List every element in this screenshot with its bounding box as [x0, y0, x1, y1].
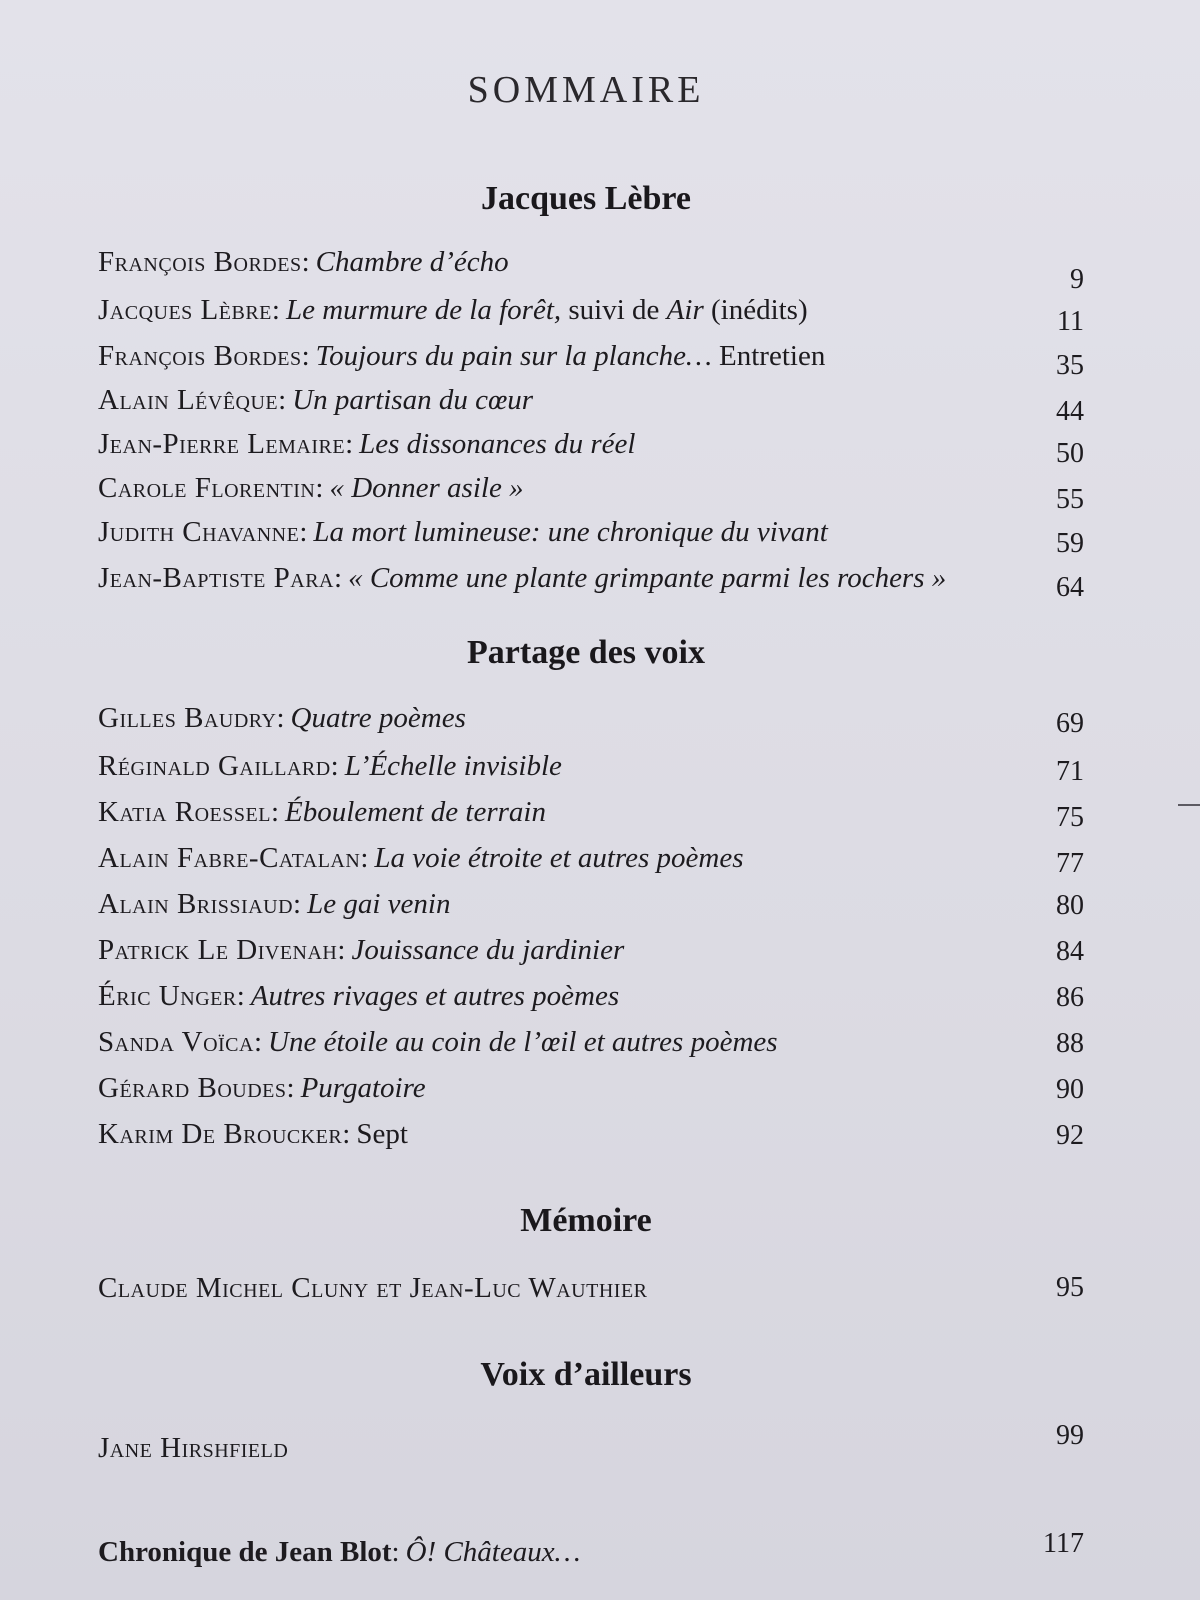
toc-entry: Éric Unger: Autres rivages et autres poèmes [98, 980, 620, 1012]
entry-page-number: 92 [1056, 1120, 1084, 1151]
page-edge-mark [1178, 804, 1200, 806]
toc-entry: Alain Fabre-Catalan: La voie étroite et autres poèmes [98, 842, 744, 874]
entry-author: Carole Florentin [98, 472, 316, 504]
entry-work: Chambre d’écho [315, 246, 509, 278]
entry-page-number: 99 [1056, 1420, 1084, 1451]
entry-author: Alain Brissiaud [98, 888, 294, 920]
section-heading-partage-des-voix: Partage des voix [467, 634, 705, 671]
entry-author: Alain Lévêque [98, 384, 279, 416]
entry-page-number: 55 [1056, 484, 1084, 515]
toc-entry: Jean-Pierre Lemaire: Les dissonances du réel [98, 428, 636, 460]
entry-work-secondary: Air [666, 294, 704, 326]
entry-work: « Comme une plante grimpante parmi les rochers » [348, 562, 947, 594]
entry-page-number: 90 [1056, 1074, 1084, 1105]
page-title: SOMMAIRE [467, 69, 705, 111]
entry-author: Gilles Baudry [98, 702, 277, 734]
toc-entry: Alain Brissiaud: Le gai venin [98, 888, 451, 920]
entry-page-number: 50 [1056, 438, 1084, 469]
entry-author: Éric Unger [98, 980, 237, 1012]
entry-work: Le murmure de la forêt, [285, 294, 562, 326]
section-heading-memoire: Mémoire [520, 1202, 652, 1239]
toc-entry: François Bordes: Chambre d’écho [98, 246, 509, 278]
toc-entry: Jacques Lèbre: Le murmure de la forêt, suivi de Air (inédits) [98, 294, 808, 326]
entry-author: Judith Chavanne [98, 516, 300, 548]
toc-entry: Sanda Voïca: Une étoile au coin de l’œil et autres poèmes [98, 1026, 778, 1058]
entry-author: François Bordes [98, 246, 302, 278]
entry-page-number: 77 [1056, 848, 1084, 879]
entry-work: Sept [356, 1118, 408, 1150]
entry-author: Jean-Pierre Lemaire [98, 428, 346, 460]
toc-entry: Patrick Le Divenah: Jouissance du jardinier [98, 934, 625, 966]
entry-work: Autres rivages et autres poèmes [250, 980, 620, 1012]
toc-entry: Réginald Gaillard: L’Échelle invisible [98, 750, 562, 782]
entry-author: Sanda Voïca [98, 1026, 254, 1058]
entry-page-number: 64 [1056, 572, 1084, 603]
section-heading-voix-dailleurs: Voix d’ailleurs [480, 1356, 692, 1393]
toc-entry: Alain Lévêque: Un partisan du cœur [98, 384, 534, 416]
entry-page-number: 95 [1056, 1272, 1084, 1303]
entry-work: La voie étroite et autres poèmes [374, 842, 744, 874]
entry-page-number: 117 [1043, 1528, 1084, 1559]
toc-entry [98, 1432, 288, 1465]
entry-page-number: 84 [1056, 936, 1084, 967]
entry-page-number: 44 [1056, 396, 1084, 427]
entry-page-number: 71 [1056, 756, 1084, 787]
entry-author: Karim De Broucker [98, 1118, 343, 1150]
toc-entry [98, 1272, 648, 1305]
entry-work: La mort lumineuse: une chronique du vivant [313, 516, 828, 548]
entry-author: Patrick Le Divenah [98, 934, 338, 966]
entry-author: Jane Hirshfield [98, 1432, 289, 1464]
entry-page-number: 86 [1056, 982, 1084, 1013]
toc-entry-chronicle: Chronique de Jean Blot: Ô! Châteaux… [98, 1536, 581, 1568]
entry-page-number: 88 [1056, 1028, 1084, 1059]
entry-work: Un partisan du cœur [292, 384, 534, 416]
entry-extra-secondary: (inédits) [710, 294, 808, 326]
entry-work: L’Échelle invisible [344, 750, 562, 782]
entry-author: Jean-Baptiste Para [98, 562, 334, 594]
toc-entry: Karim De Broucker: Sept [98, 1118, 408, 1150]
entry-author: Réginald Gaillard [98, 750, 331, 782]
entry-author: Alain Fabre-Catalan [98, 842, 361, 874]
toc-entry: Gilles Baudry: Quatre poèmes [98, 702, 466, 734]
entry-page-number: 75 [1056, 802, 1084, 833]
entry-extra: suivi de [568, 294, 660, 326]
toc-entry: Judith Chavanne: La mort lumineuse: une chronique du vivant [98, 516, 828, 548]
entry-author: Claude Michel Cluny et Jean-Luc Wauthier [98, 1272, 648, 1304]
toc-entry: Carole Florentin: « Donner asile » [98, 472, 524, 504]
chronicle-label: Chronique de Jean Blot [98, 1536, 392, 1568]
entry-work: Quatre poèmes [290, 702, 466, 734]
section-heading-jacques-lebre: Jacques Lèbre [481, 180, 691, 217]
entry-work: Une étoile au coin de l’œil et autres poèmes [268, 1026, 778, 1058]
entry-author: Jacques Lèbre [98, 294, 272, 326]
entry-work: Le gai venin [307, 888, 451, 920]
chronicle-work: Ô! Châteaux… [405, 1536, 581, 1568]
toc-entry: Katia Roessel: Éboulement de terrain [98, 796, 546, 828]
entry-page-number: 35 [1056, 350, 1084, 381]
entry-work: « Donner asile » [329, 472, 524, 504]
entry-work: Jouissance du jardinier [351, 934, 625, 966]
entry-work: Purgatoire [300, 1072, 426, 1104]
entry-work: Toujours du pain sur la planche… [315, 340, 712, 372]
entry-page-number: 11 [1057, 306, 1084, 337]
entry-author: Gérard Boudes [98, 1072, 287, 1104]
toc-entry: François Bordes: Toujours du pain sur la planche… Entretien [98, 340, 826, 372]
entry-work: Éboulement de terrain [285, 796, 546, 828]
toc-entry: Gérard Boudes: Purgatoire [98, 1072, 426, 1104]
entry-page-number: 80 [1056, 890, 1084, 921]
entry-page-number: 9 [1070, 264, 1084, 295]
toc-entry: Jean-Baptiste Para: « Comme une plante grimpante parmi les rochers » [98, 562, 947, 594]
entry-extra: Entretien [719, 340, 826, 372]
entry-author: Katia Roessel [98, 796, 271, 828]
entry-work: Les dissonances du réel [359, 428, 636, 460]
entry-page-number: 69 [1056, 708, 1084, 739]
entry-page-number: 59 [1056, 528, 1084, 559]
entry-author: François Bordes [98, 340, 302, 372]
